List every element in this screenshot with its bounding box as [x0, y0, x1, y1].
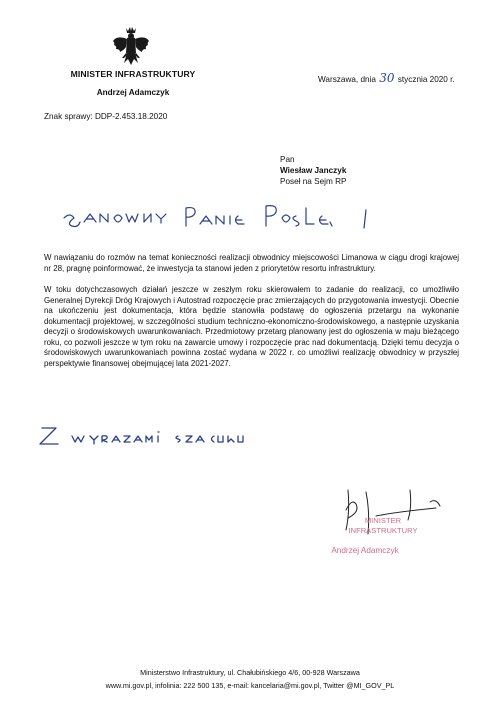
stamp-line-2: INFRASTRUKTURY: [348, 526, 418, 535]
recipient-name: Wiesław Janczyk: [280, 166, 347, 175]
recipient-salutation-word: Pan: [280, 155, 295, 164]
stamp-title: [328, 516, 438, 536]
dateline-suffix: stycznia 2020 r.: [397, 75, 455, 84]
sender-name: Andrzej Adamczyk: [96, 88, 170, 97]
footer-address: Ministerstwo Infrastruktury, ul. Chałubińskiego 4/6, 00-928 Warszawa: [140, 668, 360, 677]
recipient-role: Poseł na Sejm RP: [280, 177, 347, 186]
dateline-day-handwritten: 30: [379, 71, 395, 85]
body-paragraph-2: W toku dotychczasowych działań jeszcze w zeszłym roku skierowałem to zadanie do realizacji, co umożliwiło Generalnej Dyrekcji Dróg Krajowych i Autostrad rozpoczęcie prac zmierzających do przygotowania inwestycji. Obecnie na ukończeniu jest dokumentacja, która będzie stanowiła podstawę do ogłoszenia przetargu na wykonanie dokumentacji projektowej, w szczególności studium techniczno-ekonomiczno-środowiskowego, a następnie uzyskania decyzji o środowiskowych uwarunkowaniach. Przedmiotowy przetarg planowany jest do ogłoszenia w maju bieżącego roku, co pozwoli jeszcze w tym roku na zawarcie umowy i rozpoczęcie prac nad dokumentacją. Dzięki temu decyzja o środowiskowych uwarunkowaniach powinna zostać wydana w 2022 r. co umożliwi realizację obwodnicy w przyszłej perspektywie finansowej obejmującej lata 2021-2027.: [44, 285, 459, 368]
sender-title: MINISTER INFRASTRUKTURY: [70, 69, 196, 79]
case-reference: Znak sprawy: DDP-2.453.18.2020: [44, 112, 168, 121]
body-paragraph-1: W nawiązaniu do rozmów na temat konieczności realizacji obwodnicy miejscowości Limanowa w ciągu drogi krajowej nr 28, pragnę poinformować, że inwestycja ta stanowi jeden z priorytetów resortu infrastruktury.: [44, 253, 459, 273]
stamp-name: Andrzej Adamczyk: [331, 546, 399, 555]
dateline-prefix: Warszawa, dnia: [318, 75, 376, 84]
dateline: [318, 71, 455, 85]
footer-contact: www.mi.gov.pl, infolinia: 222 500 135, e-mail: kancelaria@mi.gov.pl, Twitter @MI_GOV_PL: [105, 681, 395, 690]
handwritten-salutation: [60, 200, 390, 236]
polish-eagle-emblem-icon: [111, 25, 151, 69]
stamp-line-1: MINISTER: [364, 516, 402, 525]
handwritten-closing: [38, 420, 278, 450]
recipient-block: [280, 154, 346, 187]
